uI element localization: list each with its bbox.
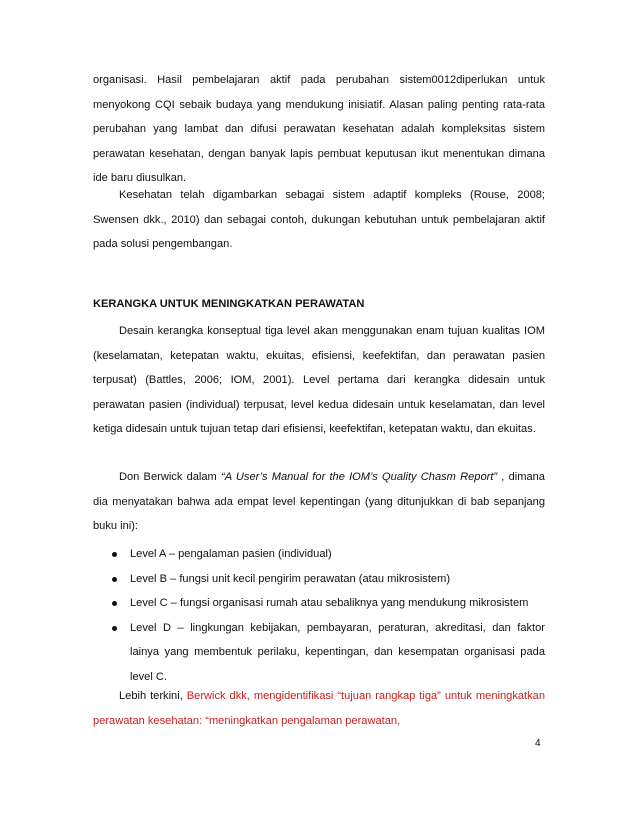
bullet-icon: [112, 577, 117, 582]
page-number: 4: [535, 738, 541, 749]
paragraph-4: [93, 465, 545, 539]
list-item: [93, 567, 545, 592]
highlighted-text: Berwick dkk, mengidentifikasi “tujuan rangkap tiga” untuk meningkatkan perawatan kesehatan: “meningkatkan pengalaman perawatan,: [93, 690, 546, 727]
bullet-list: [93, 542, 545, 690]
paragraph-3: Desain kerangka konseptual tiga level akan menggunakan enam tujuan kualitas IOM (keselamatan, ketepatan waktu, ekuitas, efisiensi, keefektifan, dan perawatan pasien terpusat) (Battles, 2006; IOM, 2001). Level pertama dari kerangka didesain untuk perawatan pasien (individual) terpusat, level kedua didesain untuk keselamatan, dan level ketiga didesain untuk tujuan tetap dari efisiensi, keefektifan, ketepatan waktu, dan ekuitas.: [93, 325, 545, 436]
list-item-text: Level C – fungsi organisasi rumah atau sebaliknya yang mendukung mikrosistem: [130, 597, 529, 610]
list-item-text: Level A – pengalaman pasien (individual): [130, 548, 332, 560]
list-item: [93, 542, 545, 567]
paragraph-2: Kesehatan telah digambarkan sebagai sistem adaptif kompleks (Rouse, 2008; Swensen dkk., 2010) dan sebagai contoh, dukungan kebutuhan untuk pembelajaran aktif pada solusi pengembangan.: [93, 189, 545, 251]
paragraph-4-end: , dimana dia menyatakan bahwa ada empat level kepentingan (yang ditunjukkan di bab sepanjang buku ini):: [93, 471, 545, 533]
section-heading: KERANGKA UNTUK MENINGKATKAN PERAWATAN: [93, 298, 365, 310]
paragraph-5-start: Lebih terkini,: [119, 690, 187, 702]
list-item: [93, 591, 545, 616]
bullet-icon: [112, 626, 117, 631]
paragraph-4-title: “A User’s Manual for the IOM’s Quality Chasm Report”: [221, 471, 498, 483]
paragraph-1: organisasi. Hasil pembelajaran aktif pada perubahan sistem0012diperlukan untuk menyokong CQI sebaik budaya yang mendukung inisiatif. Alasan paling penting rata-rata perubahan yang lambat dan difusi perawatan kesehatan adalah kompleksitas sistem perawatan kesehatan, dengan banyak lapis pembuat keputusan ikut menentukan dimana ide baru diusulkan.: [93, 74, 545, 185]
paragraph-5: [93, 684, 545, 733]
list-item-text: Level D – lingkungan kebijakan, pembayaran, peraturan, akreditasi, dan faktor lainya yang membentuk perilaku, kepentingan, dan kesempatan organisasi pada level C.: [130, 621, 545, 683]
list-item: [93, 616, 545, 690]
paragraph-4-start: Don Berwick dalam: [119, 471, 221, 483]
bullet-icon: [112, 601, 117, 606]
list-item-text: Level B – fungsi unit kecil pengirim perawatan (atau mikrosistem): [130, 572, 451, 585]
bullet-icon: [112, 552, 117, 557]
